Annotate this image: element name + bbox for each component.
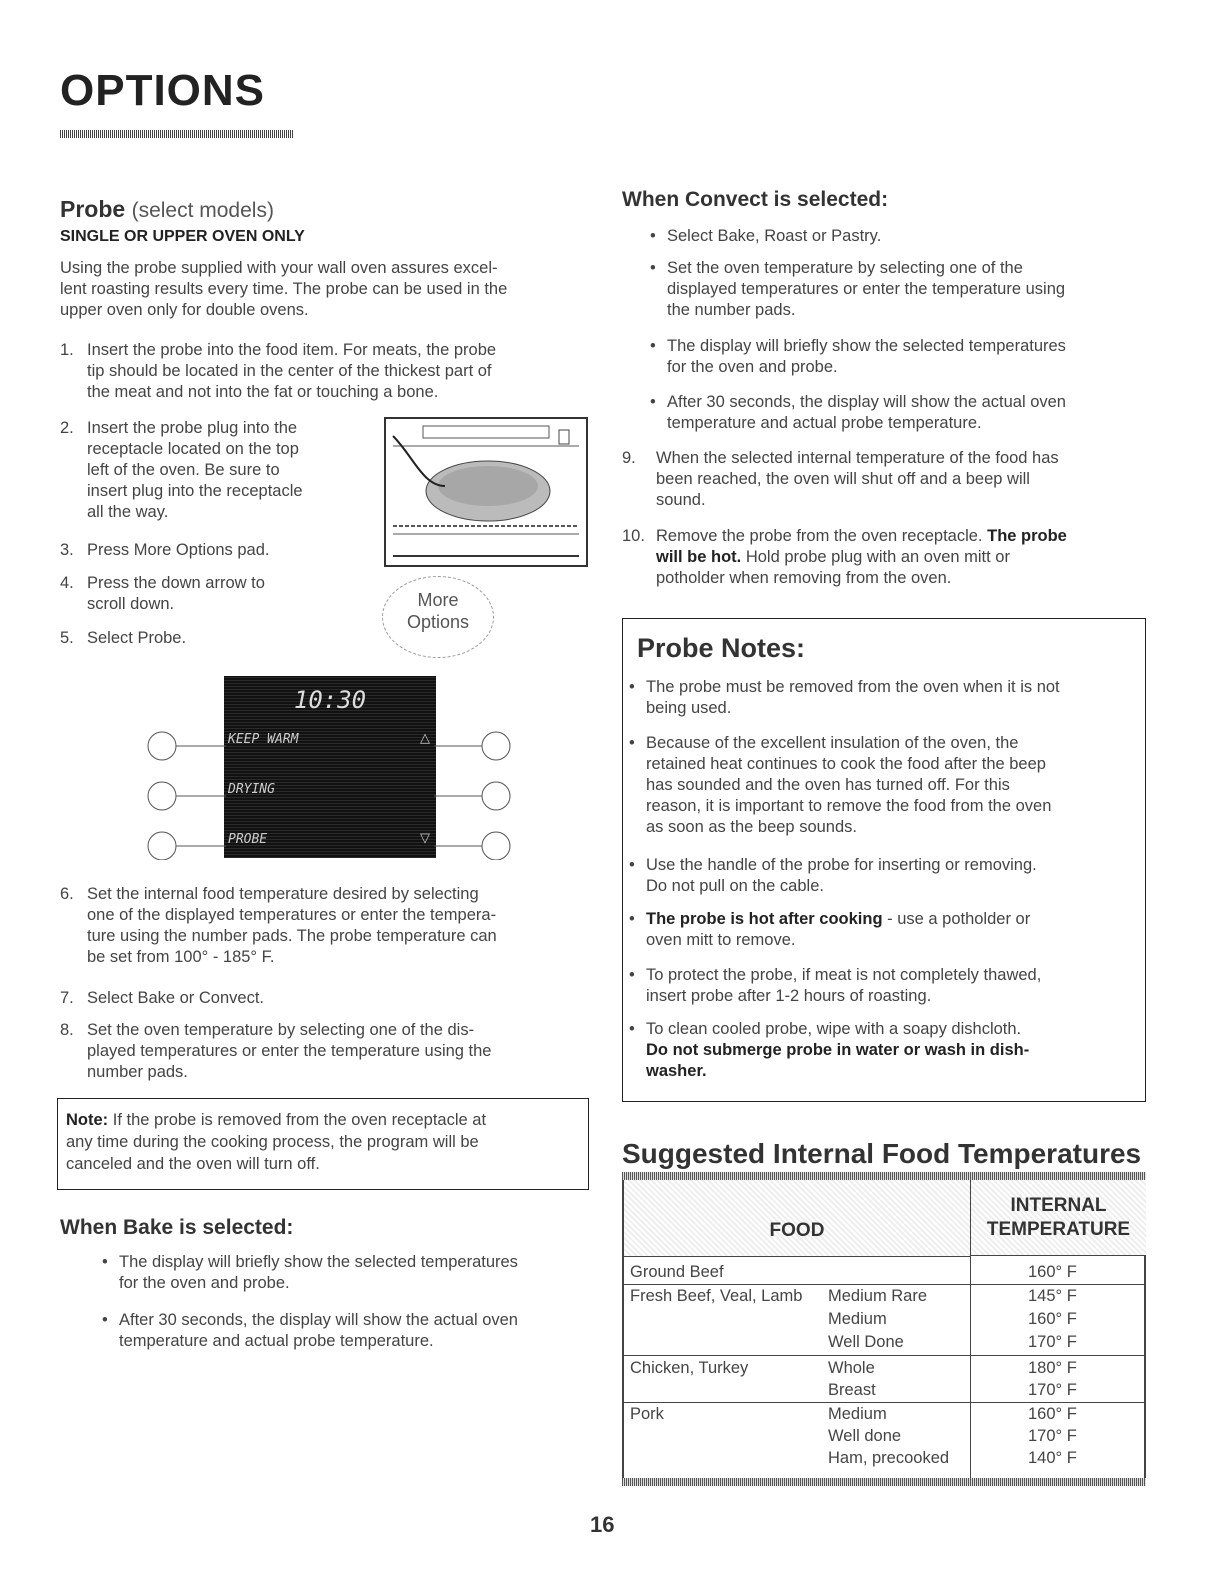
bullet-line: After 30 seconds, the display will show the actual oven [667, 393, 1066, 411]
step-line: sound. [656, 491, 706, 509]
step-line [656, 526, 1067, 547]
bullet-line: as soon as the beep sounds. [646, 818, 857, 836]
bullet-dot: • [629, 734, 635, 752]
bullet-line: Select Bake, Roast or Pastry. [667, 227, 882, 245]
bullet-line: the number pads. [667, 301, 796, 319]
cut-name: Well Done [828, 1333, 904, 1351]
display-time: 10:30 [293, 686, 367, 714]
temps-heading: Suggested Internal Food Temperatures [622, 1138, 1142, 1169]
temp-header-cell [970, 1180, 1146, 1256]
step-number: 9. [622, 449, 636, 467]
cut-name: Medium Rare [828, 1287, 928, 1305]
probe-subheading: SINGLE OR UPPER OVEN ONLY [60, 228, 305, 245]
down-arrow-icon: ▽ [420, 830, 430, 845]
bullet-line: Do not pull on the cable. [646, 877, 824, 895]
bullet-line [646, 1061, 1029, 1082]
bullet-line: has sounded and the oven has turned off. For this [646, 776, 1010, 794]
temp-value: 180° F [1028, 1359, 1077, 1377]
control-display [224, 676, 436, 858]
step-line: one of the displayed temperatures or enter the tempera- [87, 906, 497, 924]
step-line: left of the oven. Be sure to [87, 461, 280, 479]
bullet-line: Use the handle of the probe for inserting or removing. [646, 856, 1037, 874]
bullet-line [646, 909, 1030, 930]
temp-header-line: INTERNAL [1010, 1195, 1107, 1216]
temp-value: 160° F [1028, 1310, 1077, 1328]
step-number: 5. [60, 629, 74, 647]
submerge-warning: washer. [646, 1062, 707, 1080]
temp-header [971, 1194, 1146, 1242]
intro-line: Using the probe supplied with your wall oven assures excel- [60, 259, 498, 277]
up-arrow-icon: △ [420, 730, 430, 745]
step-line: ture using the number pads. The probe temperature can [87, 927, 497, 945]
bullet-dot: • [629, 856, 635, 874]
bullet-line: temperature and actual probe temperature. [667, 414, 982, 432]
more-options-line: Options [406, 612, 470, 632]
bullet-text: - use a potholder or [882, 910, 1031, 928]
bullet-line: The display will briefly show the selected temperatures [119, 1253, 518, 1271]
bullet-line: To clean cooled probe, wipe with a soapy dishcloth. [646, 1020, 1022, 1038]
step-line: Set the internal food temperature desired by selecting [87, 885, 479, 903]
right-pads [434, 730, 516, 860]
row-divider [624, 1284, 1146, 1285]
bullet-dot: • [650, 337, 656, 355]
bullet-dot: • [650, 227, 656, 245]
temp-value: 145° F [1028, 1287, 1077, 1305]
display-item-keep-warm: KEEP WARM [228, 732, 299, 747]
food-header-cell [624, 1180, 970, 1257]
step-line: scroll down. [87, 595, 175, 613]
bullet-line: being used. [646, 699, 732, 717]
more-options-pad[interactable] [382, 576, 494, 658]
bullet-line: insert probe after 1-2 hours of roasting. [646, 987, 932, 1005]
step-number: 7. [60, 989, 74, 1007]
temps-top-rule [622, 1172, 1146, 1180]
step-number: 3. [60, 541, 74, 559]
page-number: 16 [590, 1512, 615, 1537]
cut-name: Medium [828, 1405, 887, 1423]
temps-bottom-rule [622, 1478, 1146, 1486]
bullet-line: After 30 seconds, the display will show the actual oven [119, 1311, 518, 1329]
note-line [66, 1109, 586, 1131]
row-divider [624, 1355, 1146, 1356]
step-number: 1. [60, 341, 74, 359]
bullet-line: displayed temperatures or enter the temperature using [667, 280, 1066, 298]
bullet-line: oven mitt to remove. [646, 931, 796, 949]
probe-heading-sub: (select models) [131, 199, 274, 222]
bullet-dot: • [629, 966, 635, 984]
step-line: Press More Options pad. [87, 541, 270, 559]
step-number: 4. [60, 574, 74, 592]
bullet-line: Because of the excellent insulation of the oven, the [646, 734, 1019, 752]
food-name: Ground Beef [630, 1263, 724, 1281]
row-divider [624, 1402, 1146, 1403]
step-line: the meat and not into the fat or touching a bone. [87, 383, 439, 401]
convect-heading: When Convect is selected: [622, 188, 889, 211]
more-options-label [383, 589, 493, 633]
step-line: Insert the probe into the food item. For meats, the probe [87, 341, 497, 359]
intro-line: lent roasting results every time. The probe can be used in the [60, 280, 508, 298]
step-text: Hold probe plug with an oven mitt or [741, 548, 1010, 566]
bullet-line: temperature and actual probe temperature. [119, 1332, 434, 1350]
note-line: canceled and the oven will turn off. [66, 1155, 320, 1173]
probe-intro [60, 258, 600, 321]
bullet-line: The probe must be removed from the oven when it is not [646, 678, 1060, 696]
intro-line: upper oven only for double ovens. [60, 301, 309, 319]
bullet-dot: • [650, 393, 656, 411]
cut-name: Whole [828, 1359, 875, 1377]
step-line [656, 547, 1067, 568]
bullet-dot: • [629, 910, 635, 928]
bullet-line: Set the oven temperature by selecting one of the [667, 259, 1023, 277]
step-line: been reached, the oven will shut off and a beep will [656, 470, 1030, 488]
bullet-line [646, 1040, 1029, 1061]
step-number: 10. [622, 527, 645, 545]
probe-notes-box [622, 618, 1146, 1102]
bullet-line: retained heat continues to cook the food after the beep [646, 755, 1046, 773]
bullet-line: for the oven and probe. [667, 358, 838, 376]
temp-value: 140° F [1028, 1449, 1077, 1467]
bullet-line: for the oven and probe. [119, 1274, 290, 1292]
submerge-warning: Do not submerge probe in water or wash in dish- [646, 1041, 1030, 1059]
hot-warning: The probe is hot after cooking [646, 910, 883, 928]
temp-value: 170° F [1028, 1427, 1077, 1445]
bullet-dot: • [102, 1253, 108, 1271]
probe-notes-title: Probe Notes: [637, 633, 806, 663]
probe-heading-text: Probe [60, 196, 126, 222]
step-line: number pads. [87, 1063, 188, 1081]
step-line: Select Bake or Convect. [87, 989, 265, 1007]
step-line: When the selected internal temperature of the food has [656, 449, 1059, 467]
probe-heading [60, 196, 274, 223]
food-name: Pork [630, 1405, 664, 1423]
step-number: 2. [60, 419, 74, 437]
page-title: OPTIONS [60, 66, 266, 115]
food-name: Fresh Beef, Veal, Lamb [630, 1287, 803, 1305]
display-item-drying: DRYING [228, 782, 275, 797]
title-rule [60, 130, 294, 138]
step-line: Press the down arrow to [87, 574, 265, 592]
step-line: Select Probe. [87, 629, 187, 647]
step-bold: The probe [987, 527, 1067, 545]
note-label: Note: [66, 1111, 109, 1129]
table-row [630, 1262, 724, 1283]
cut-name: Well done [828, 1427, 902, 1445]
step-text: Remove the probe from the oven receptacle. [656, 527, 988, 545]
more-options-line: More [417, 590, 459, 610]
step-number: 6. [60, 885, 74, 903]
bullet-line: The display will briefly show the selected temperatures [667, 337, 1066, 355]
bullet-dot: • [102, 1311, 108, 1329]
step-bold: will be hot. [656, 548, 742, 566]
temp-value: 160° F [1028, 1263, 1077, 1281]
bake-heading: When Bake is selected: [60, 1216, 294, 1239]
step-line: potholder when removing from the oven. [656, 569, 952, 587]
bullet-dot: • [629, 678, 635, 696]
step-line: insert plug into the receptacle [87, 482, 303, 500]
food-name: Chicken, Turkey [630, 1359, 749, 1377]
step-line: tip should be located in the center of the thickest part of [87, 362, 492, 380]
temp-value: 160° F [1028, 1405, 1077, 1423]
temp-value: 170° F [1028, 1381, 1077, 1399]
bullet-line: reason, it is important to remove the food from the oven [646, 797, 1052, 815]
note-line: any time during the cooking process, the program will be [66, 1133, 479, 1151]
step-line: be set from 100° - 185° F. [87, 948, 275, 966]
step-line: played temperatures or enter the temperature using the [87, 1042, 492, 1060]
cut-name: Ham, precooked [828, 1449, 950, 1467]
temps-table [622, 1180, 1146, 1480]
cut-name: Medium [828, 1310, 887, 1328]
left-pads [144, 730, 226, 860]
note-box [57, 1098, 589, 1190]
note-text: If the probe is removed from the oven receptacle at [108, 1111, 487, 1129]
step-line: Insert the probe plug into the [87, 419, 298, 437]
step-line: Set the oven temperature by selecting one of the dis- [87, 1021, 475, 1039]
temp-header-line: TEMPERATURE [986, 1219, 1131, 1240]
display-item-probe: PROBE [228, 832, 268, 847]
step-line: all the way. [87, 503, 169, 521]
cut-name: Breast [828, 1381, 876, 1399]
bullet-dot: • [650, 259, 656, 277]
oven-probe-illustration [383, 416, 589, 568]
bullet-dot: • [629, 1020, 635, 1038]
bullet-line: To protect the probe, if meat is not completely thawed, [646, 966, 1042, 984]
temp-value: 170° F [1028, 1333, 1077, 1351]
step-line: receptacle located on the top [87, 440, 299, 458]
column-divider [970, 1256, 971, 1480]
step-number: 8. [60, 1021, 74, 1039]
food-header: FOOD [769, 1220, 825, 1241]
